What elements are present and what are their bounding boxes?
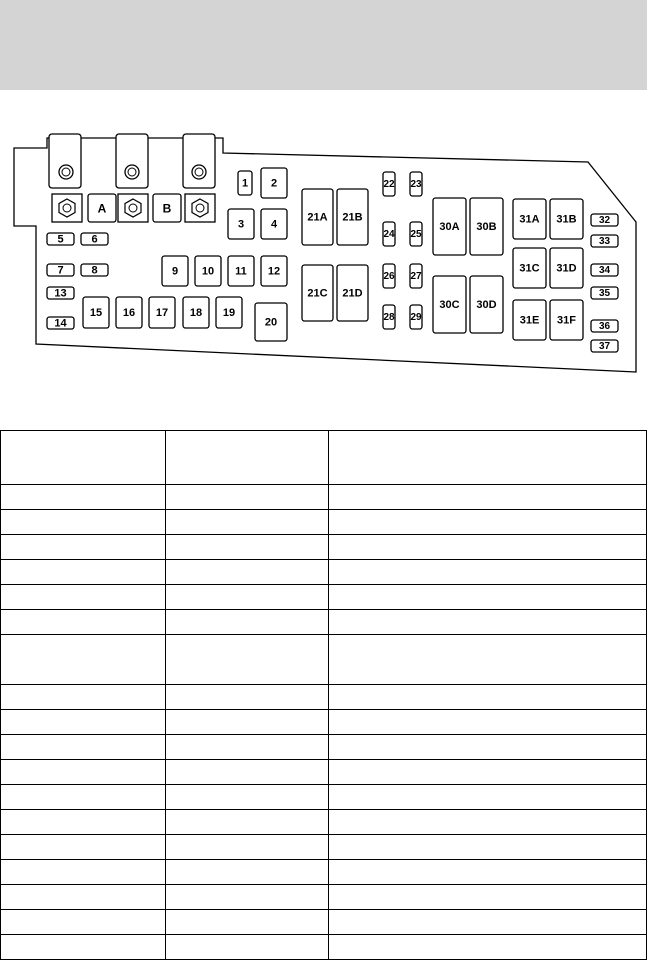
relay	[470, 198, 503, 255]
terminal-bracket-1	[49, 134, 81, 188]
relay-label: 31B	[556, 213, 577, 226]
cartridge-fuse-label: B	[162, 201, 172, 216]
table-cell	[329, 760, 647, 785]
relay	[433, 198, 466, 255]
table-cell	[166, 785, 329, 810]
table-cell	[1, 885, 166, 910]
relay-label: 31A	[519, 213, 540, 226]
mini-fuse-label: 25	[410, 229, 422, 240]
table-cell	[329, 610, 647, 635]
table-cell	[166, 760, 329, 785]
table-cell	[166, 510, 329, 535]
mini-fuse-label: 22	[383, 179, 395, 190]
relay-label: 30C	[439, 299, 460, 311]
fuse-label: 15	[89, 307, 103, 319]
fuse-box-diagram	[0, 0, 647, 400]
table-cell	[329, 585, 647, 610]
relay	[337, 265, 368, 321]
mini-fuse	[591, 340, 618, 352]
fuse-label: 12	[267, 265, 281, 278]
table-cell	[166, 610, 329, 635]
relay-label: 21B	[342, 211, 363, 224]
relay	[337, 189, 368, 245]
mini-fuse-label: 35	[598, 288, 611, 299]
table-cell	[329, 685, 647, 710]
table-cell	[1, 485, 166, 510]
table-cell	[329, 710, 647, 735]
relay-label: 31C	[519, 262, 540, 275]
table-cell	[1, 685, 166, 710]
terminal-nut-2	[118, 194, 148, 222]
table-cell	[166, 685, 329, 710]
relay-label: 21D	[342, 287, 363, 300]
table-cell	[329, 835, 647, 860]
relay	[513, 199, 546, 239]
fuse	[216, 297, 242, 328]
table-cell	[1, 510, 166, 535]
relay	[550, 199, 583, 239]
mini-fuse-label: 26	[383, 271, 395, 282]
fuse-label: 7	[57, 264, 64, 277]
fuse	[261, 209, 287, 239]
fuse-label: 9	[171, 265, 179, 278]
table-row	[1, 610, 647, 635]
table-cell	[329, 535, 647, 560]
table-row	[1, 710, 647, 735]
fuse-label: 8	[91, 264, 98, 277]
mini-fuse	[410, 222, 422, 246]
fuse-label: 19	[222, 307, 236, 319]
relay-label: 21C	[307, 287, 328, 300]
fuse	[261, 256, 287, 286]
table-cell	[1, 585, 166, 610]
relay-label: 30D	[476, 299, 497, 311]
mini-fuse-label: 29	[410, 312, 422, 323]
mini-fuse-label: 34	[598, 265, 611, 276]
fuse	[261, 168, 287, 198]
relay-label: 31D	[556, 262, 577, 275]
relay	[470, 276, 503, 333]
table-header-row	[1, 431, 647, 485]
table-cell	[329, 510, 647, 535]
mini-fuse-label: 24	[383, 229, 395, 240]
cartridge-fuse	[153, 194, 181, 222]
table-row	[1, 885, 647, 910]
fuse	[228, 209, 254, 239]
fuse-label: 10	[201, 265, 215, 278]
fuse-label: 16	[122, 307, 136, 319]
relay-label: 21A	[307, 211, 328, 224]
fuse	[47, 264, 74, 277]
table-cell	[166, 935, 329, 960]
table-row	[1, 485, 647, 510]
mini-fuse	[410, 264, 422, 288]
fuse	[255, 303, 287, 341]
table-cell	[329, 935, 647, 960]
terminal-bracket-2	[116, 134, 148, 188]
fuse	[47, 233, 74, 246]
fuse	[83, 297, 109, 328]
table-header-cell	[166, 431, 329, 485]
fuse-label: 17	[155, 307, 169, 319]
fuse	[81, 264, 108, 277]
table-cell	[166, 485, 329, 510]
mini-fuse	[591, 287, 618, 299]
fuse-label: 6	[91, 233, 98, 246]
relay	[550, 248, 583, 288]
table-cell	[329, 860, 647, 885]
fuse	[162, 256, 188, 286]
table-cell	[1, 910, 166, 935]
table-cell	[1, 760, 166, 785]
cartridge-fuse-label: A	[97, 201, 107, 216]
fuse-label: 18	[189, 307, 203, 319]
fuse	[228, 256, 254, 286]
fuse-label: 14	[54, 317, 67, 330]
table-row	[1, 685, 647, 710]
mini-fuse	[383, 222, 395, 246]
fuse-label: 13	[54, 287, 67, 300]
table-cell	[329, 810, 647, 835]
terminal-nut-1	[52, 194, 82, 222]
table-cell	[1, 635, 166, 685]
table-row	[1, 810, 647, 835]
table-cell	[329, 735, 647, 760]
mini-fuse-label: 28	[383, 312, 395, 323]
table-cell	[166, 585, 329, 610]
mini-fuse	[591, 264, 618, 276]
table-row	[1, 935, 647, 960]
fuse	[149, 297, 175, 328]
table-row	[1, 785, 647, 810]
table-cell	[329, 560, 647, 585]
table-cell	[166, 810, 329, 835]
table-row	[1, 835, 647, 860]
table-cell	[1, 735, 166, 760]
mini-fuse-label: 33	[598, 236, 611, 247]
table-row	[1, 860, 647, 885]
mini-fuse-label: 23	[410, 179, 422, 190]
table-cell	[166, 835, 329, 860]
table-cell	[166, 885, 329, 910]
fuse-label: 11	[235, 265, 247, 278]
table-cell	[1, 835, 166, 860]
fuse	[238, 171, 252, 195]
table-cell	[1, 560, 166, 585]
table-row	[1, 535, 647, 560]
fuse	[47, 287, 74, 300]
fuse-label: 2	[270, 177, 278, 190]
table-cell	[1, 535, 166, 560]
relay-label: 31E	[519, 314, 540, 327]
terminal-nut-3	[185, 194, 215, 222]
relay	[302, 189, 333, 245]
table-row	[1, 560, 647, 585]
relay-label: 30B	[476, 221, 497, 233]
relay	[433, 276, 466, 333]
table-cell	[1, 610, 166, 635]
table-row	[1, 910, 647, 935]
mini-fuse	[591, 235, 618, 247]
mini-fuse-label: 37	[598, 341, 611, 352]
mini-fuse	[383, 172, 395, 196]
mini-fuse-label: 36	[598, 321, 611, 332]
table-cell	[1, 935, 166, 960]
fuse	[183, 297, 209, 328]
relay-label: 31F	[557, 314, 576, 327]
table-cell	[166, 635, 329, 685]
mini-fuse-label: 32	[598, 215, 611, 226]
fuse-label: 4	[270, 218, 278, 231]
table-cell	[166, 560, 329, 585]
table-row	[1, 585, 647, 610]
mini-fuse	[410, 305, 422, 329]
table-cell	[166, 860, 329, 885]
relay	[302, 265, 333, 321]
cartridge-fuse	[88, 194, 116, 222]
table-cell	[329, 885, 647, 910]
fuse-label: 20	[264, 316, 278, 329]
mini-fuse	[410, 172, 422, 196]
table-cell	[329, 910, 647, 935]
relay	[513, 248, 546, 288]
table-row	[1, 735, 647, 760]
table-cell	[1, 785, 166, 810]
table-header-cell	[1, 431, 166, 485]
fuse	[116, 297, 142, 328]
table-cell	[166, 710, 329, 735]
fuse-label: 5	[57, 233, 64, 246]
terminal-bracket-3	[183, 134, 215, 188]
table-cell	[329, 635, 647, 685]
relay	[550, 300, 583, 340]
table-cell	[1, 810, 166, 835]
relay	[513, 300, 546, 340]
table-cell	[166, 535, 329, 560]
fuse	[195, 256, 221, 286]
table-cell	[166, 735, 329, 760]
mini-fuse	[591, 320, 618, 332]
table-header-cell	[329, 431, 647, 485]
table-row	[1, 760, 647, 785]
mini-fuse-label: 27	[410, 271, 422, 282]
fuse	[81, 233, 108, 246]
fuse-label: 3	[237, 218, 245, 231]
fuse	[47, 317, 74, 330]
table-cell	[1, 710, 166, 735]
relay-label: 30A	[439, 221, 460, 233]
mini-fuse	[591, 214, 618, 226]
fuse-label: 1	[241, 177, 249, 190]
table-cell	[1, 860, 166, 885]
table-row	[1, 635, 647, 685]
fuse-table	[0, 430, 647, 960]
table-row	[1, 510, 647, 535]
table-cell	[329, 785, 647, 810]
table-cell	[166, 910, 329, 935]
mini-fuse	[383, 264, 395, 288]
mini-fuse	[383, 305, 395, 329]
table-cell	[329, 485, 647, 510]
